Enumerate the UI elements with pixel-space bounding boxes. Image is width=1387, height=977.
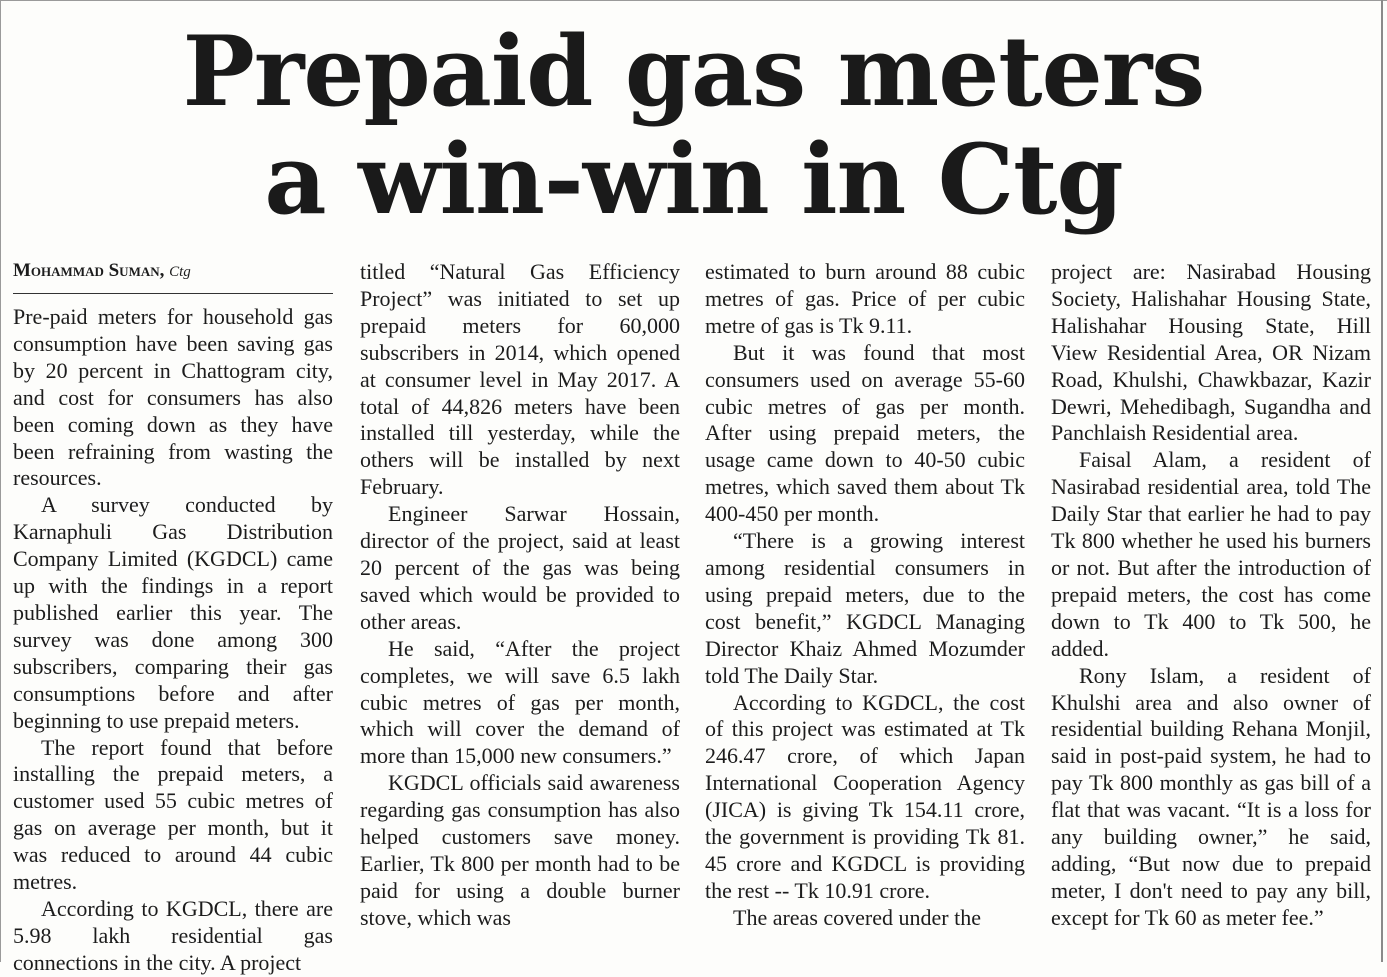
headline xyxy=(0,15,1387,236)
paragraph: According to KGDCL, there are 5.98 lakh residential gas connections in the city. A project xyxy=(13,895,333,975)
byline-author: Mohammad Suman, xyxy=(13,260,165,281)
article-column-1 xyxy=(13,256,333,975)
paragraph: He said, “After the project completes, we will save 6.5 lakh cubic metres of gas per month, which will cover the demand of more than 15,000 new consumers.” xyxy=(360,635,680,769)
paragraph: Faisal Alam, a resident of Nasirabad residential area, told The Daily Star that earlier he had to pay Tk 800 whether he used his burners or not. But after the introduction of prepaid meters, the cost has come down to Tk 400 to Tk 500, he added. xyxy=(1051,447,1371,661)
article-column-2 xyxy=(360,259,680,965)
paragraph: A survey conducted by Karnaphuli Gas Distribution Company Limited (KGDCL) came up with the findings in a report published earlier this year. The survey was done among 300 subscribers, comparing their gas consumptions before and after beginning to use prepaid meters. xyxy=(13,492,333,733)
paragraph: The report found that before installing the prepaid meters, a customer used 55 cubic metres of gas on average per month, but it was reduced to around 44 cubic metres. xyxy=(13,734,333,895)
headline-line-2: a win-win in Ctg xyxy=(264,123,1123,236)
article-column-3 xyxy=(705,259,1025,965)
paragraph: According to KGDCL, the cost of this project was estimated at Tk 246.47 crore, of which Japan International Cooperation Agency (JICA) is giving Tk 154.11 crore, the government is providing Tk 81. 45 crore and KGDCL is providing the rest -- Tk 10.91 crore. xyxy=(705,689,1025,903)
byline xyxy=(13,256,333,294)
paragraph: Rony Islam, a resident of Khulshi area and also owner of residential building Rehana Monjil, said in post-paid system, he had to pay Tk 800 monthly as gas bill of a flat that was vacant. “It is a loss for any building owner,” he said, adding, “But now due to prepaid meter, I don't need to pay any bill, except for Tk 60 as meter fee.” xyxy=(1051,662,1371,930)
paragraph: The areas covered under the xyxy=(733,904,981,930)
article-column-4 xyxy=(1051,259,1371,965)
paragraph: But it was found that most consumers used on average 55-60 cubic metres of gas per month. After using prepaid meters, the usage came down to 40-50 cubic metres, which saved them about Tk 400-450 per month. xyxy=(705,339,1025,527)
paragraph: KGDCL officials said awareness regarding gas consumption has also helped customers save money. Earlier, Tk 800 per month had to be paid for using a double burner stove, which was xyxy=(360,770,680,930)
paragraph: titled “Natural Gas Efficiency Project” was initiated to set up prepaid meters for 60,000 subscribers in 2014, which opened at consumer level in May 2017. A total of 44,826 meters have been installed till yesterday, while the others will be installed by next February. xyxy=(360,259,680,500)
byline-place: Ctg xyxy=(169,264,191,280)
paragraph: Pre-paid meters for household gas consumption have been saving gas by 20 percent in Chattogram city, and cost for consumers has also been coming down as they have been refraining from wasting the resources. xyxy=(13,304,333,491)
paragraph: project are: Nasirabad Housing Society, Halishahar Housing State, Halishahar Housing State, Hill View Residential Area, OR Nizam Road, Khulshi, Chawkbazar, Kazir Dewri, Mehedibagh, Sugandha and Panchlaish Residential area. xyxy=(1051,259,1371,446)
paragraph: “There is a growing interest among residential consumers in using prepaid meters, due to the cost benefit,” KGDCL Managing Director Khaiz Ahmed Mozumder told The Daily Star. xyxy=(705,528,1025,688)
paragraph: estimated to burn around 88 cubic metres of gas. Price of per cubic metre of gas is Tk 9.11. xyxy=(705,259,1025,338)
paragraph: Engineer Sarwar Hossain, director of the project, said at least 20 percent of the gas was being saved which would be provided to other areas. xyxy=(360,501,680,634)
headline-line-1: Prepaid gas meters xyxy=(182,15,1205,128)
